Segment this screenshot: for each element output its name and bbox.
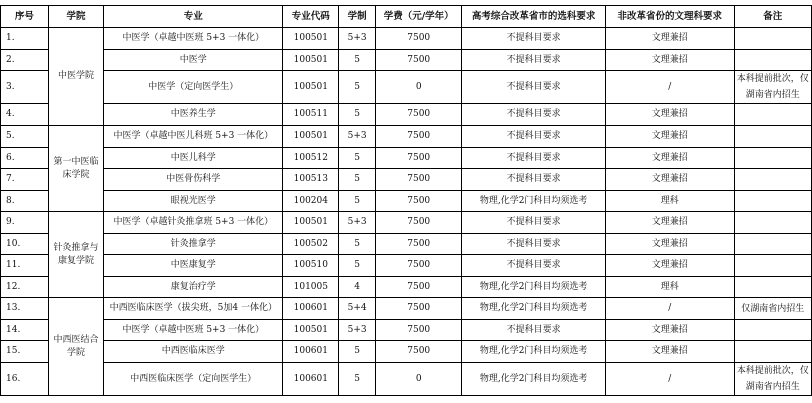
length-cell: 5 bbox=[339, 191, 376, 212]
major-cell: 眼视光医学 bbox=[104, 191, 283, 212]
fee-cell: 7500 bbox=[376, 277, 462, 298]
row-index: 13. bbox=[1, 298, 49, 320]
table-row bbox=[1, 126, 812, 148]
subject-requirement-cell: 物理,化学2门科目均须选考 bbox=[462, 341, 606, 363]
note-cell bbox=[734, 341, 811, 363]
code-cell: 100501 bbox=[283, 28, 339, 50]
note-cell bbox=[734, 191, 811, 212]
subject-requirement-cell: 不提科目要求 bbox=[462, 148, 606, 169]
major-cell: 中医学（定向医学生） bbox=[104, 71, 283, 104]
code-cell: 100501 bbox=[283, 71, 339, 104]
table-row bbox=[1, 191, 812, 212]
row-index: 11. bbox=[1, 255, 49, 277]
row-index: 12. bbox=[1, 277, 49, 298]
fee-cell: 7500 bbox=[376, 126, 462, 148]
header-cell: 非改革省份的文理科要求 bbox=[605, 6, 734, 28]
major-cell: 中西医临床医学（拔尖班，5加4 一体化） bbox=[104, 298, 283, 320]
major-cell: 中医骨伤科学 bbox=[104, 169, 283, 191]
fee-cell: 7500 bbox=[376, 298, 462, 320]
table-row bbox=[1, 277, 812, 298]
note-cell bbox=[734, 126, 811, 148]
length-cell: 5+4 bbox=[339, 298, 376, 320]
row-index: 5. bbox=[1, 126, 49, 148]
table-row bbox=[1, 28, 812, 50]
arts-science-cell: / bbox=[605, 71, 734, 104]
subject-requirement-cell: 物理,化学2门科目均须选考 bbox=[462, 298, 606, 320]
table-row bbox=[1, 212, 812, 234]
major-cell: 中医儿科学 bbox=[104, 148, 283, 169]
note-cell: 本科提前批次，仅湖南省内招生 bbox=[734, 71, 811, 104]
table-row bbox=[1, 255, 812, 277]
length-cell: 5 bbox=[339, 169, 376, 191]
note-cell bbox=[734, 320, 811, 341]
table-row bbox=[1, 320, 812, 341]
major-cell: 中医养生学 bbox=[104, 104, 283, 126]
row-index: 3. bbox=[1, 71, 49, 104]
admission-table bbox=[0, 5, 812, 396]
fee-cell: 0 bbox=[376, 363, 462, 396]
college-cell: 第一中医临床学院 bbox=[48, 126, 104, 212]
note-cell: 本科提前批次，仅湖南省内招生 bbox=[734, 363, 811, 396]
code-cell: 100501 bbox=[283, 126, 339, 148]
college-cell: 中医学院 bbox=[48, 28, 104, 126]
subject-requirement-cell: 不提科目要求 bbox=[462, 234, 606, 255]
row-index: 10. bbox=[1, 234, 49, 255]
table-row bbox=[1, 71, 812, 104]
code-cell: 101005 bbox=[283, 277, 339, 298]
fee-cell: 7500 bbox=[376, 148, 462, 169]
code-cell: 100501 bbox=[283, 320, 339, 341]
row-index: 14. bbox=[1, 320, 49, 341]
header-cell: 高考综合改革省市的选科要求 bbox=[462, 6, 606, 28]
subject-requirement-cell: 不提科目要求 bbox=[462, 104, 606, 126]
fee-cell: 7500 bbox=[376, 104, 462, 126]
fee-cell: 7500 bbox=[376, 50, 462, 71]
length-cell: 5 bbox=[339, 363, 376, 396]
arts-science-cell: 文理兼招 bbox=[605, 320, 734, 341]
note-cell bbox=[734, 277, 811, 298]
major-cell: 中医康复学 bbox=[104, 255, 283, 277]
arts-science-cell: / bbox=[605, 298, 734, 320]
header-cell: 学院 bbox=[48, 6, 104, 28]
row-index: 7. bbox=[1, 169, 49, 191]
header-cell: 专业代码 bbox=[283, 6, 339, 28]
major-cell: 中医学（卓越中医班 5+3 一体化） bbox=[104, 28, 283, 50]
subject-requirement-cell: 不提科目要求 bbox=[462, 126, 606, 148]
length-cell: 5+3 bbox=[339, 212, 376, 234]
row-index: 6. bbox=[1, 148, 49, 169]
subject-requirement-cell: 物理,化学2门科目均须选考 bbox=[462, 191, 606, 212]
row-index: 16. bbox=[1, 363, 49, 396]
note-cell bbox=[734, 104, 811, 126]
college-cell: 中西医结合学院 bbox=[48, 298, 104, 396]
fee-cell: 0 bbox=[376, 71, 462, 104]
length-cell: 5 bbox=[339, 255, 376, 277]
length-cell: 5+3 bbox=[339, 126, 376, 148]
row-index: 2. bbox=[1, 50, 49, 71]
major-cell: 中医学（卓越中医儿科班 5+3 一体化） bbox=[104, 126, 283, 148]
length-cell: 5+3 bbox=[339, 320, 376, 341]
subject-requirement-cell: 物理,化学2门科目均须选考 bbox=[462, 277, 606, 298]
code-cell: 100511 bbox=[283, 104, 339, 126]
code-cell: 100513 bbox=[283, 169, 339, 191]
arts-science-cell: 文理兼招 bbox=[605, 148, 734, 169]
row-index: 15. bbox=[1, 341, 49, 363]
subject-requirement-cell: 不提科目要求 bbox=[462, 50, 606, 71]
fee-cell: 7500 bbox=[376, 234, 462, 255]
length-cell: 5 bbox=[339, 71, 376, 104]
note-cell bbox=[734, 212, 811, 234]
code-cell: 100601 bbox=[283, 341, 339, 363]
length-cell: 4 bbox=[339, 277, 376, 298]
row-index: 8. bbox=[1, 191, 49, 212]
arts-science-cell: 文理兼招 bbox=[605, 212, 734, 234]
arts-science-cell: 文理兼招 bbox=[605, 255, 734, 277]
arts-science-cell: 文理兼招 bbox=[605, 104, 734, 126]
length-cell: 5 bbox=[339, 234, 376, 255]
code-cell: 100501 bbox=[283, 50, 339, 71]
header-cell: 学制 bbox=[339, 6, 376, 28]
note-cell bbox=[734, 148, 811, 169]
note-cell bbox=[734, 255, 811, 277]
note-cell bbox=[734, 50, 811, 71]
table-row bbox=[1, 104, 812, 126]
fee-cell: 7500 bbox=[376, 28, 462, 50]
length-cell: 5 bbox=[339, 104, 376, 126]
table-row bbox=[1, 341, 812, 363]
arts-science-cell: 文理兼招 bbox=[605, 341, 734, 363]
length-cell: 5 bbox=[339, 341, 376, 363]
major-cell: 针灸推拿学 bbox=[104, 234, 283, 255]
length-cell: 5 bbox=[339, 148, 376, 169]
subject-requirement-cell: 不提科目要求 bbox=[462, 320, 606, 341]
note-cell bbox=[734, 28, 811, 50]
major-cell: 中医学（卓越中医班 5+3 一体化） bbox=[104, 320, 283, 341]
subject-requirement-cell: 不提科目要求 bbox=[462, 255, 606, 277]
arts-science-cell: 理科 bbox=[605, 191, 734, 212]
fee-cell: 7500 bbox=[376, 320, 462, 341]
table-row bbox=[1, 169, 812, 191]
arts-science-cell: 文理兼招 bbox=[605, 28, 734, 50]
fee-cell: 7500 bbox=[376, 191, 462, 212]
major-cell: 中西医临床医学 bbox=[104, 341, 283, 363]
major-cell: 中西医临床医学（定向医学生） bbox=[104, 363, 283, 396]
arts-science-cell: / bbox=[605, 363, 734, 396]
header-cell: 备注 bbox=[734, 6, 811, 28]
row-index: 4. bbox=[1, 104, 49, 126]
note-cell bbox=[734, 169, 811, 191]
code-cell: 100501 bbox=[283, 212, 339, 234]
arts-science-cell: 文理兼招 bbox=[605, 169, 734, 191]
note-cell bbox=[734, 234, 811, 255]
table-row bbox=[1, 363, 812, 396]
subject-requirement-cell: 不提科目要求 bbox=[462, 28, 606, 50]
code-cell: 100601 bbox=[283, 298, 339, 320]
subject-requirement-cell: 不提科目要求 bbox=[462, 212, 606, 234]
code-cell: 100502 bbox=[283, 234, 339, 255]
code-cell: 100512 bbox=[283, 148, 339, 169]
fee-cell: 7500 bbox=[376, 255, 462, 277]
code-cell: 100510 bbox=[283, 255, 339, 277]
length-cell: 5 bbox=[339, 50, 376, 71]
table-row bbox=[1, 50, 812, 71]
code-cell: 100204 bbox=[283, 191, 339, 212]
arts-science-cell: 文理兼招 bbox=[605, 234, 734, 255]
header-cell: 学费（元/学年） bbox=[376, 6, 462, 28]
major-cell: 中医学 bbox=[104, 50, 283, 71]
note-cell: 仅湖南省内招生 bbox=[734, 298, 811, 320]
arts-science-cell: 理科 bbox=[605, 277, 734, 298]
fee-cell: 7500 bbox=[376, 169, 462, 191]
fee-cell: 7500 bbox=[376, 212, 462, 234]
subject-requirement-cell: 不提科目要求 bbox=[462, 169, 606, 191]
length-cell: 5+3 bbox=[339, 28, 376, 50]
subject-requirement-cell: 不提科目要求 bbox=[462, 71, 606, 104]
table-row bbox=[1, 234, 812, 255]
college-cell: 针灸推拿与康复学院 bbox=[48, 212, 104, 298]
code-cell: 100601 bbox=[283, 363, 339, 396]
row-index: 1. bbox=[1, 28, 49, 50]
arts-science-cell: 文理兼招 bbox=[605, 50, 734, 71]
arts-science-cell: 文理兼招 bbox=[605, 126, 734, 148]
table-row bbox=[1, 148, 812, 169]
major-cell: 中医学（卓越针灸推拿班 5+3 一体化） bbox=[104, 212, 283, 234]
row-index: 9. bbox=[1, 212, 49, 234]
major-cell: 康复治疗学 bbox=[104, 277, 283, 298]
header-row bbox=[1, 6, 812, 28]
header-cell: 序号 bbox=[1, 6, 49, 28]
table-body bbox=[1, 28, 812, 396]
table-row bbox=[1, 298, 812, 320]
fee-cell: 7500 bbox=[376, 341, 462, 363]
subject-requirement-cell: 物理,化学2门科目均须选考 bbox=[462, 363, 606, 396]
header-cell: 专业 bbox=[104, 6, 283, 28]
